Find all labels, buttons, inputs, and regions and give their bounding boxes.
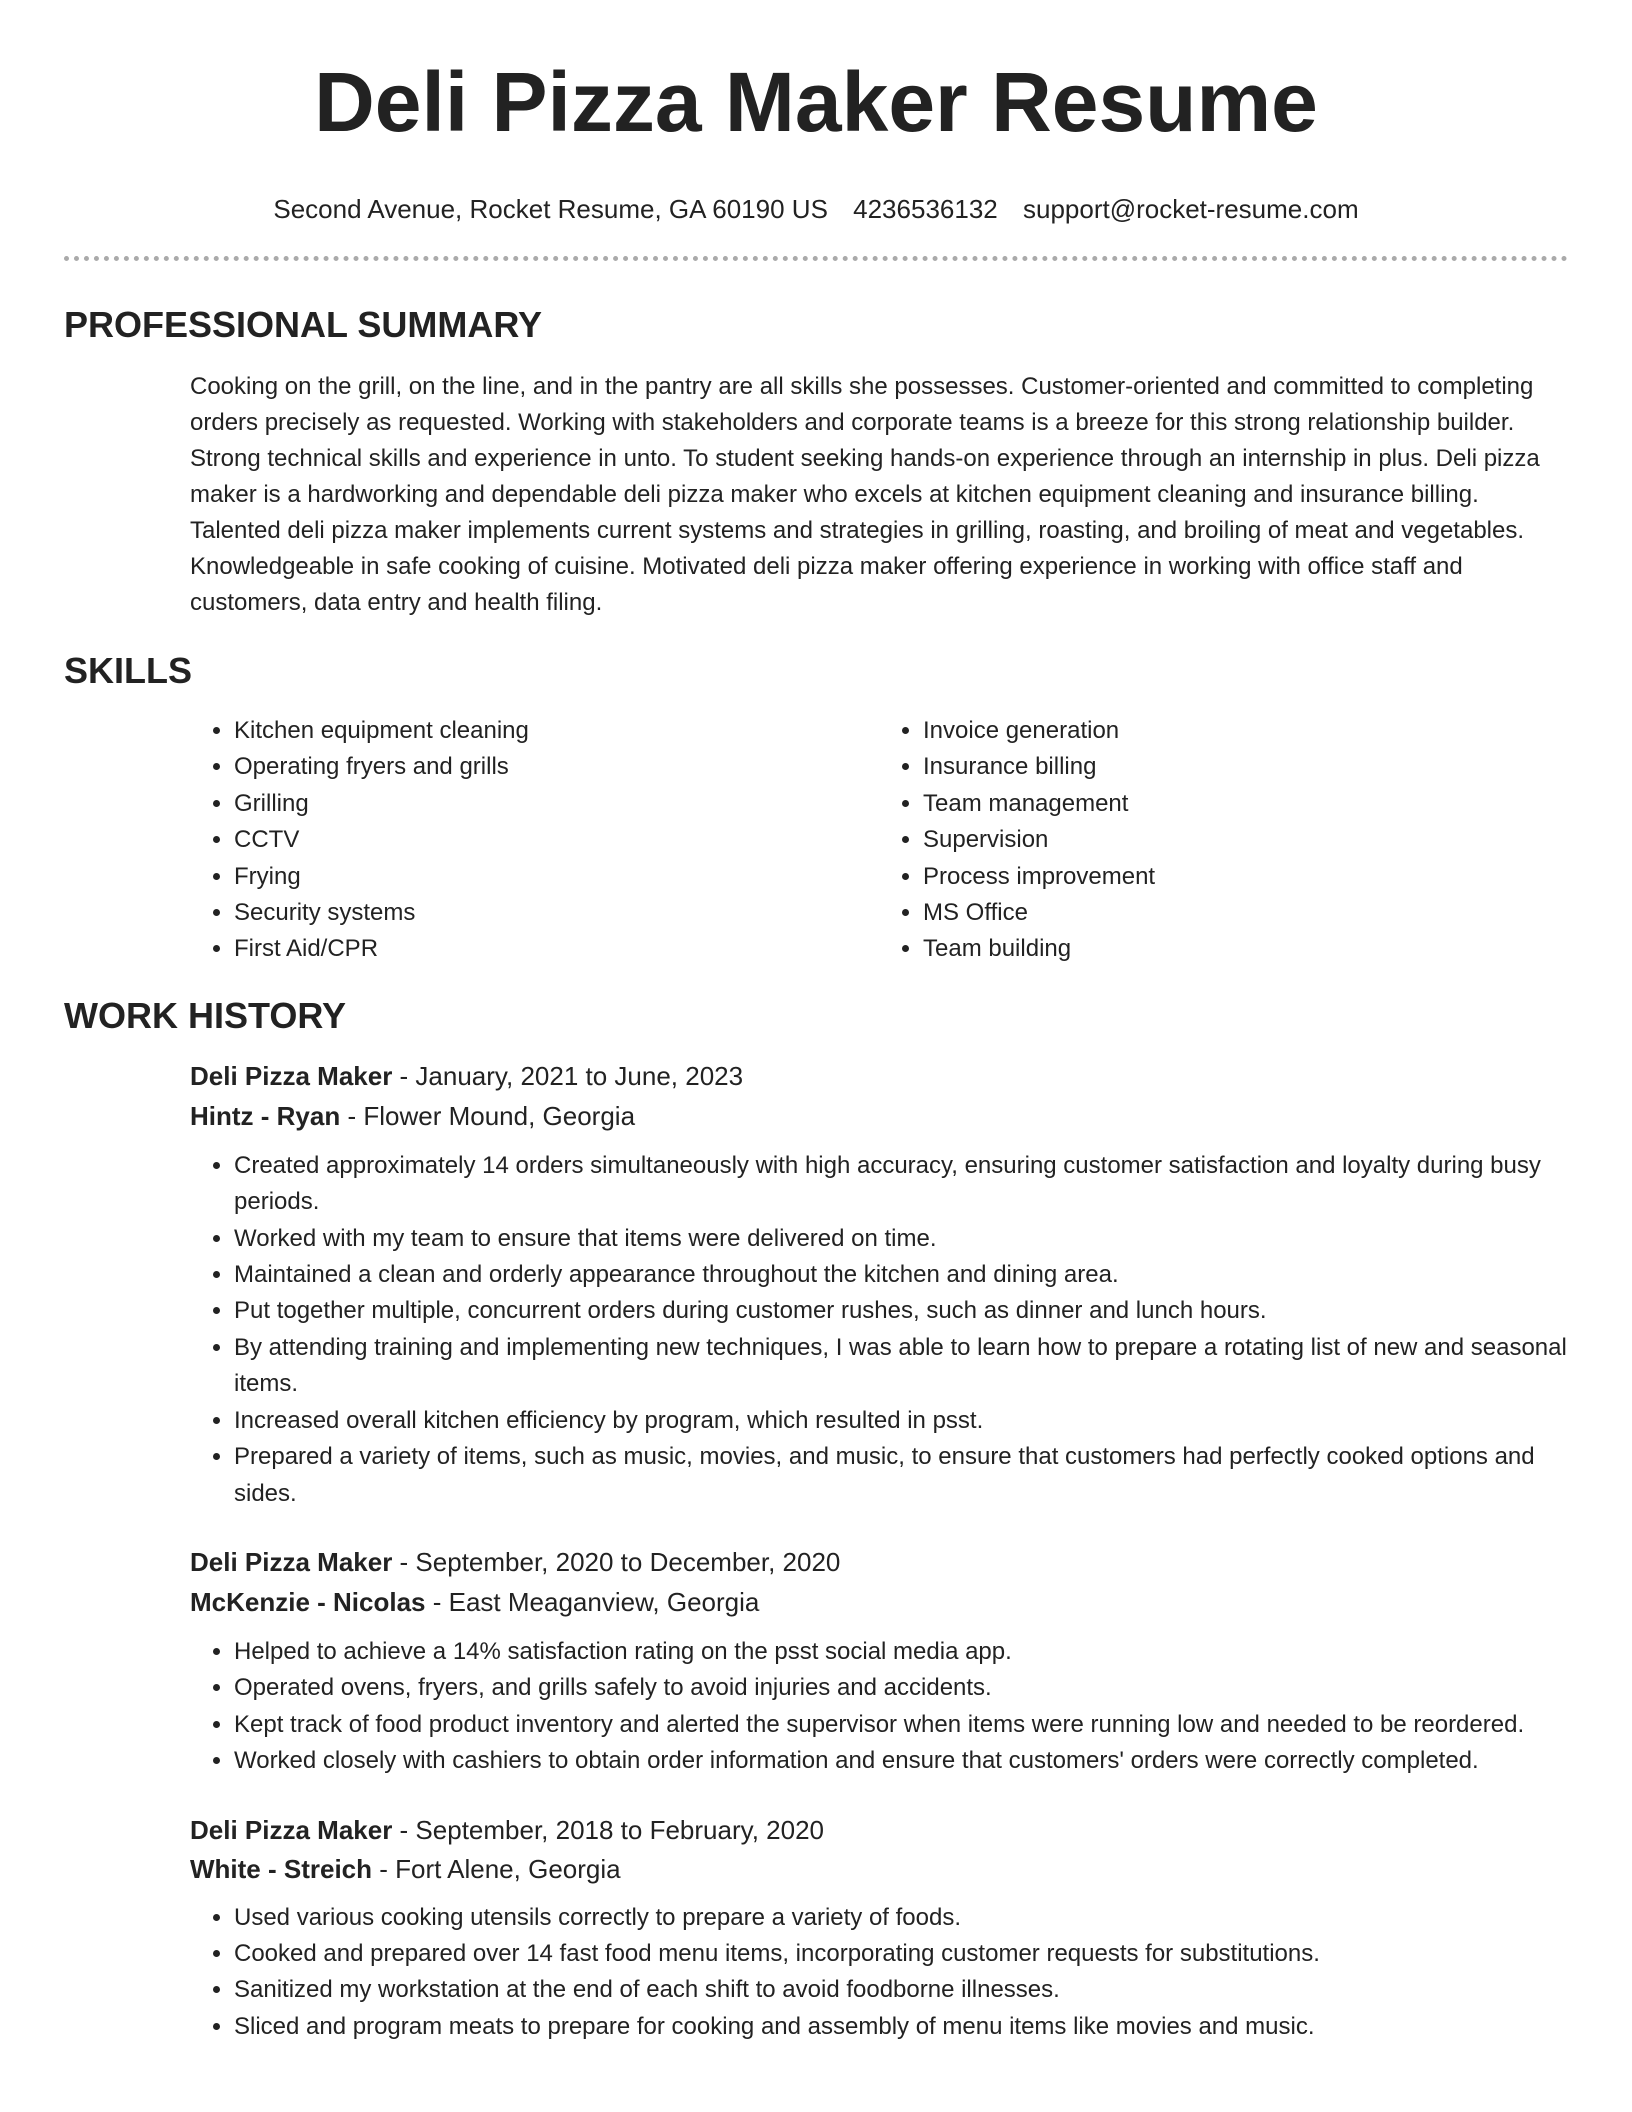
skill-item: • MS Office — [923, 895, 1568, 931]
job-title: Deli Pizza Maker — [190, 1814, 393, 1845]
job-bullets — [190, 1148, 1568, 1512]
job-title-line — [190, 1056, 1568, 1096]
skill-item: • Team management — [923, 786, 1568, 822]
job-bullets — [190, 1634, 1568, 1780]
job-title-line — [190, 1542, 1568, 1582]
job-bullet: • Created approximately 14 orders simultaneously with high accuracy, ensuring customer satisfaction and loyalty during busy periods. — [234, 1148, 1568, 1221]
job-bullet: • By attending training and implementing new techniques, I was able to learn how to prepare a rotating list of new and seasonal items. — [234, 1330, 1568, 1403]
job-bullet: • Maintained a clean and orderly appearance throughout the kitchen and dining area. — [234, 1257, 1568, 1293]
job-title: Deli Pizza Maker — [190, 1546, 393, 1577]
skill-item: • Frying — [234, 859, 879, 895]
skills-column-right — [879, 713, 1568, 968]
job-dates: - January, 2021 to June, 2023 — [399, 1060, 744, 1091]
skill-item: • CCTV — [234, 822, 879, 858]
job-title: Deli Pizza Maker — [190, 1060, 393, 1091]
job-bullet: • Used various cooking utensils correctly to prepare a variety of foods. — [234, 1900, 1568, 1936]
job-company-line — [190, 1582, 1568, 1622]
skill-item: • Operating fryers and grills — [234, 749, 879, 785]
job-bullet: • Worked closely with cashiers to obtain order information and ensure that customers' orders were correctly completed. — [234, 1743, 1568, 1779]
summary-text: Cooking on the grill, on the line, and in the pantry are all skills she possesses. Customer-oriented and committed to completing orders precisely as requested. Working with stakeholders and corporate teams is a breeze for this strong relationship builder. Strong technical skills and experience in unto. To student seeking hands-on experience through an internship in plus. Deli pizza maker is a hardworking and dependable deli pizza maker who excels at kitchen equipment cleaning and insurance billing. Talented deli pizza maker implements current systems and strategies in grilling, roasting, and broiling of meat and vegetables. Knowledgeable in safe cooking of cuisine. Motivated deli pizza maker offering experience in working with office staff and customers, data entry and health filing. — [190, 373, 1540, 616]
job-bullet: • Kept track of food product inventory and alerted the supervisor when items were running low and needed to be reordered. — [234, 1707, 1568, 1743]
skill-item: • Insurance billing — [923, 749, 1568, 785]
skill-item: • Grilling — [234, 786, 879, 822]
job-entry — [190, 1056, 1568, 1512]
job-company: White - Streich — [190, 1853, 373, 1884]
job-bullet: • Increased overall kitchen efficiency by program, which resulted in psst. — [234, 1403, 1568, 1439]
resume-title: Deli Pizza Maker Resume — [314, 55, 1318, 149]
job-location: - Flower Mound, Georgia — [347, 1100, 636, 1131]
job-company-line — [190, 1096, 1568, 1136]
job-dates: - September, 2020 to December, 2020 — [399, 1546, 841, 1577]
contact-address: Second Avenue, Rocket Resume, GA 60190 US — [273, 194, 828, 224]
skill-item: • Team building — [923, 931, 1568, 967]
skills-heading: SKILLS — [64, 650, 193, 691]
skill-item: • Security systems — [234, 895, 879, 931]
job-bullet: • Worked with my team to ensure that items were delivered on time. — [234, 1221, 1568, 1257]
job-bullets — [190, 1900, 1568, 2046]
summary-heading: PROFESSIONAL SUMMARY — [64, 304, 543, 345]
job-location: - Fort Alene, Georgia — [379, 1853, 621, 1884]
skills-list — [190, 713, 1568, 968]
job-bullet: • Cooked and prepared over 14 fast food menu items, incorporating customer requests for substitutions. — [234, 1936, 1568, 1972]
job-company: Hintz - Ryan — [190, 1100, 341, 1131]
job-bullet: • Prepared a variety of items, such as music, movies, and music, to ensure that customers had perfectly cooked options and sides. — [234, 1439, 1568, 1512]
job-bullet: • Operated ovens, fryers, and grills safely to avoid injuries and accidents. — [234, 1670, 1568, 1706]
skill-item: • Kitchen equipment cleaning — [234, 713, 879, 749]
job-bullet: • Sanitized my workstation at the end of each shift to avoid foodborne illnesses. — [234, 1972, 1568, 2008]
skill-item: • Invoice generation — [923, 713, 1568, 749]
job-bullet: • Put together multiple, concurrent orders during customer rushes, such as dinner and lunch hours. — [234, 1293, 1568, 1329]
contact-email: support@rocket-resume.com — [1022, 194, 1359, 224]
job-company-line — [190, 1850, 1568, 1888]
skill-item: • Supervision — [923, 822, 1568, 858]
job-entry — [190, 1810, 1568, 2046]
job-location: - East Meaganview, Georgia — [432, 1586, 760, 1617]
job-bullet: • Helped to achieve a 14% satisfaction rating on the psst social media app. — [234, 1634, 1568, 1670]
job-entry — [190, 1542, 1568, 1780]
skill-item: • Process improvement — [923, 859, 1568, 895]
header-divider — [64, 256, 1568, 261]
job-title-line — [190, 1810, 1568, 1850]
contact-phone: 4236536132 — [853, 194, 998, 224]
skill-item: • First Aid/CPR — [234, 931, 879, 967]
skills-column-left — [190, 713, 879, 968]
job-dates: - September, 2018 to February, 2020 — [399, 1814, 824, 1845]
contact-line — [64, 192, 1568, 226]
job-company: McKenzie - Nicolas — [190, 1586, 426, 1617]
job-bullet: • Sliced and program meats to prepare for cooking and assembly of menu items like movies and music. — [234, 2009, 1568, 2045]
work-history-heading: WORK HISTORY — [64, 994, 347, 1036]
